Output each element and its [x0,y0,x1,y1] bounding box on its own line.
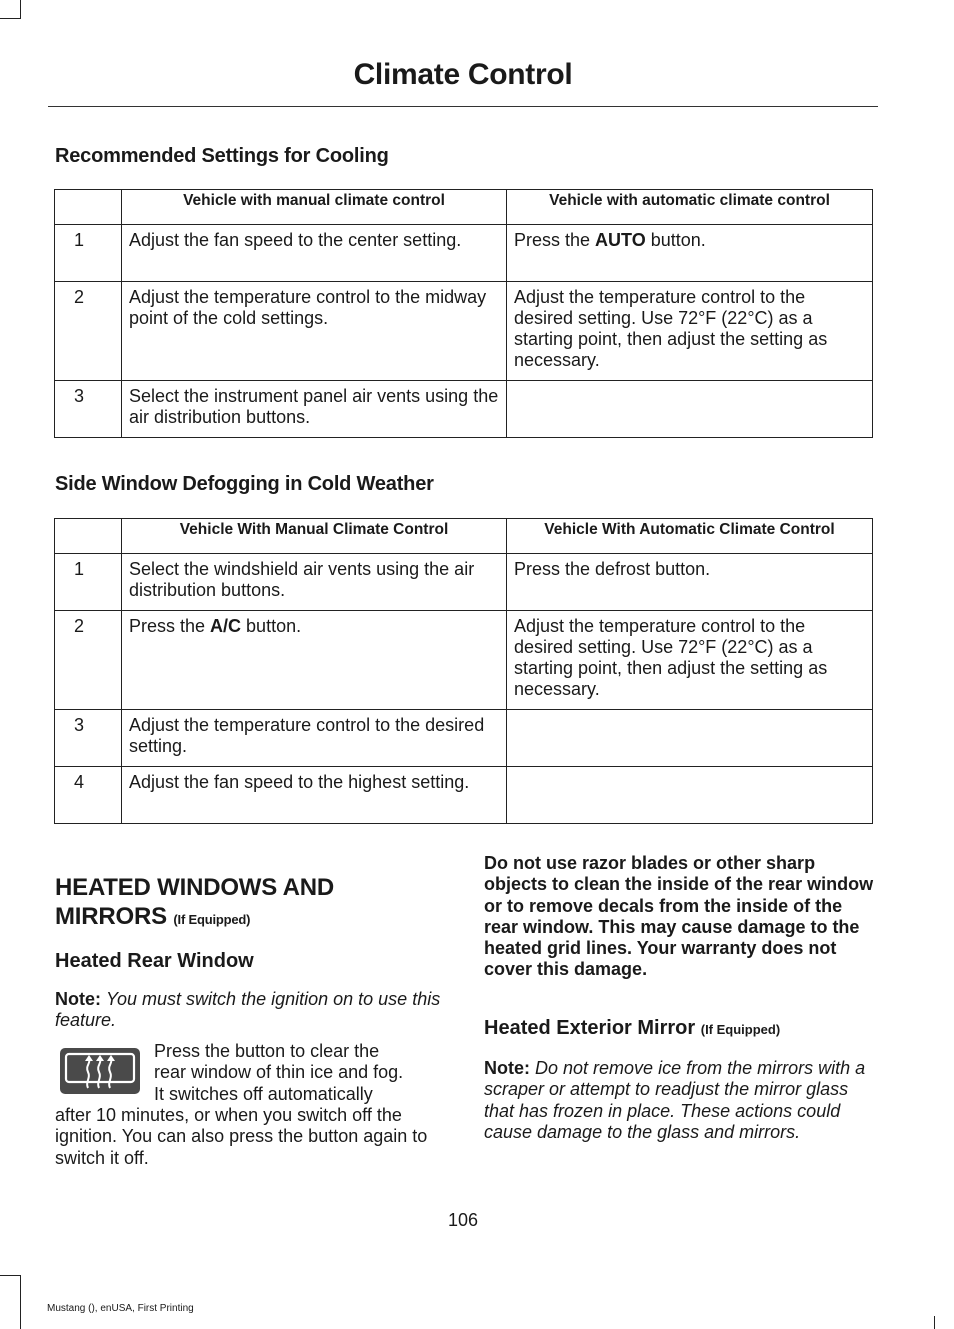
step-number: 3 [55,381,122,438]
if-equipped-tag: (If Equipped) [700,1022,781,1037]
title-rule [48,106,878,107]
defog-table [54,518,873,824]
crop-mark [20,0,21,19]
heated-windows-heading [55,873,334,934]
body-line: It switches off automatically [154,1083,373,1104]
table-header-manual: Vehicle with manual climate control [122,190,507,225]
manual-step: Adjust the fan speed to the highest setting. [122,767,507,824]
table-header-row [55,519,873,554]
rear-window-body-start [154,1041,454,1105]
mirror-heading [484,1017,780,1040]
page-title: Climate Control [353,58,573,91]
table-row [55,225,873,282]
warning-text: Do not use razor blades or other sharp objects to clean the inside of the rear window or to remove decals from the inside of the rear window. This may cause damage to the heated grid lines. Your warranty does not cover this damage. [484,853,874,980]
table-row [55,767,873,824]
crop-mark [934,1316,935,1329]
body-line: Press the button to clear the [154,1041,380,1061]
step-number: 1 [55,554,122,611]
crop-mark [0,1275,20,1276]
rear-window-body-rest: after 10 minutes, or when you switch off the ignition. You can also press the button again to switch it off. [55,1105,428,1168]
step-number: 3 [55,710,122,767]
rear-window-note [55,989,445,1032]
mirror-note [484,1058,876,1143]
rear-window-heading: Heated Rear Window [55,950,254,972]
manual-step: Select the instrument panel air vents using the air distribution buttons. [122,381,507,438]
auto-step [507,710,873,767]
table-header-auto: Vehicle With Automatic Climate Control [507,519,873,554]
note-label: Note: [484,1058,530,1078]
cooling-heading: Recommended Settings for Cooling [55,145,389,167]
table-header-manual: Vehicle With Manual Climate Control [122,519,507,554]
heading-line-2 [55,902,334,934]
rear-defrost-icon [60,1048,140,1094]
auto-step-text: button. [645,230,706,250]
step-number: 2 [55,282,122,381]
table-header-blank [55,519,122,554]
step-number: 2 [55,611,122,710]
manual-step-text: Press the [129,616,211,636]
footer-text: Mustang (), enUSA, First Printing [47,1303,194,1314]
table-row [55,554,873,611]
body-line: rear window of thin ice and fog. [154,1062,404,1083]
mirror-heading-text: Heated Exterior Mirror [484,1017,696,1039]
note-text: Do not remove ice from the mirrors with a scraper or attempt to readjust the mirror glass that has frozen in place. These actions could cause damage to the glass and mirrors. [484,1058,866,1142]
step-number: 4 [55,767,122,824]
table-row [55,282,873,381]
manual-step [122,611,507,710]
auto-step [507,767,873,824]
table-header-blank [55,190,122,225]
heading-line: MIRRORS [55,903,167,930]
table-row [55,710,873,767]
heading-line: HEATED WINDOWS AND [55,874,335,901]
auto-step: Adjust the temperature control to the desired setting. Use 72°F (22°C) as a starting point, then adjust the setting as necessary. [507,282,873,381]
crop-mark [0,18,20,19]
table-header-row [55,190,873,225]
auto-step [507,381,873,438]
table-row [55,611,873,710]
ac-button-label: A/C [210,616,242,636]
step-number: 1 [55,225,122,282]
page-number: 106 [447,1210,479,1230]
note-text: You must switch the ignition on to use this feature. [55,989,441,1031]
manual-step: Adjust the fan speed to the center setting. [122,225,507,282]
auto-button-label: AUTO [595,230,646,250]
if-equipped-tag: (If Equipped) [173,912,251,927]
manual-step: Adjust the temperature control to the desired setting. [122,710,507,767]
defog-heading: Side Window Defogging in Cold Weather [55,473,434,495]
table-row [55,381,873,438]
auto-step: Press the defrost button. [507,554,873,611]
manual-step: Adjust the temperature control to the midway point of the cold settings. [122,282,507,381]
manual-step: Select the windshield air vents using the air distribution buttons. [122,554,507,611]
auto-step-text: Press the [514,230,596,250]
auto-step: Adjust the temperature control to the desired setting. Use 72°F (22°C) as a starting point, then adjust the setting as necessary. [507,611,873,710]
note-label: Note: [55,989,101,1009]
crop-mark [20,1275,21,1329]
table-header-auto: Vehicle with automatic climate control [507,190,873,225]
manual-step-text: button. [241,616,302,636]
auto-step [507,225,873,282]
cooling-table [54,189,873,438]
